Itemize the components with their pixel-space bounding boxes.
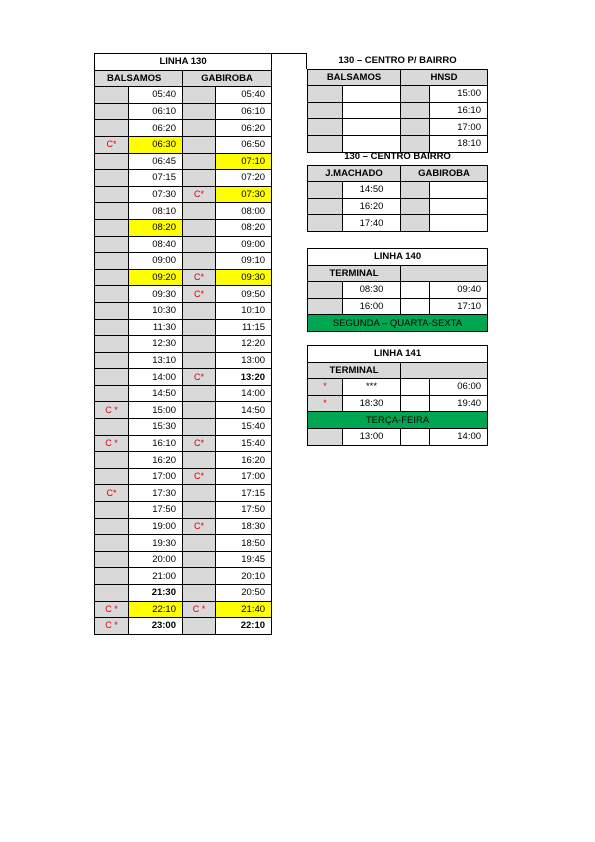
schedule-row — [95, 419, 272, 436]
schedule-row — [95, 120, 272, 137]
schedule-row — [95, 186, 272, 203]
balsamos-mark — [95, 568, 129, 585]
gabiroba-mark: C* — [183, 435, 216, 452]
balsamos-time: 13:10 — [129, 352, 183, 369]
balsamos-time: 22:10 — [129, 601, 183, 618]
balsamos-time: 12:30 — [129, 336, 183, 353]
schedule-row — [95, 302, 272, 319]
balsamos-mark — [95, 336, 129, 353]
balsamos-mark: C * — [95, 402, 129, 419]
gabiroba-mark — [183, 87, 216, 104]
balsamos-mark — [95, 236, 129, 253]
gabiroba-time: 10:10 — [216, 302, 272, 319]
gabiroba-time: 09:00 — [216, 236, 272, 253]
return-time: 17:10 — [430, 298, 488, 315]
col-balsamos-2: BALSAMOS — [308, 69, 401, 86]
gabiroba-mark — [183, 618, 216, 635]
gray-cell — [308, 428, 343, 445]
gabiroba-time: 05:40 — [216, 87, 272, 104]
gabiroba-mark — [183, 302, 216, 319]
col-terminal-2: TERMINAL — [308, 362, 401, 379]
gabiroba-time: 09:50 — [216, 286, 272, 303]
balsamos-mark — [95, 319, 129, 336]
balsamos-mark — [95, 551, 129, 568]
empty-cell — [430, 198, 488, 215]
balsamos-time: 14:00 — [129, 369, 183, 386]
gabiroba-mark — [183, 336, 216, 353]
jmachado-time: 16:20 — [343, 198, 401, 215]
empty-cell — [401, 395, 430, 412]
days-band: TERÇA-FEIRA — [308, 412, 488, 429]
gray-cell — [401, 119, 430, 136]
col-jmachado: J.MACHADO — [308, 165, 401, 182]
balsamos-mark — [95, 253, 129, 270]
gray-cell — [401, 86, 430, 103]
balsamos-time: 08:10 — [129, 203, 183, 220]
gray-cell — [308, 102, 343, 119]
empty-cell — [343, 119, 401, 136]
empty-cell — [343, 102, 401, 119]
schedule-row — [95, 369, 272, 386]
gabiroba-time: 08:00 — [216, 203, 272, 220]
hnsd-time: 16:10 — [430, 102, 488, 119]
hnsd-time: 17:00 — [430, 119, 488, 136]
schedule-row — [95, 319, 272, 336]
gabiroba-time: 22:10 — [216, 618, 272, 635]
schedule-row — [95, 568, 272, 585]
balsamos-time: 19:00 — [129, 518, 183, 535]
balsamos-mark — [95, 385, 129, 402]
empty-cell — [401, 282, 430, 299]
gabiroba-mark — [183, 551, 216, 568]
terminal-time: 16:00 — [343, 298, 401, 315]
balsamos-mark — [95, 452, 129, 469]
balsamos-mark — [95, 153, 129, 170]
gabiroba-time: 15:40 — [216, 435, 272, 452]
gabiroba-time: 17:50 — [216, 502, 272, 519]
balsamos-time: 14:50 — [129, 385, 183, 402]
centro-p-bairro-table — [307, 53, 488, 153]
gabiroba-mark — [183, 219, 216, 236]
balsamos-time: 19:30 — [129, 535, 183, 552]
balsamos-mark: C * — [95, 618, 129, 635]
gabiroba-mark — [183, 203, 216, 220]
gray-cell — [308, 182, 343, 199]
balsamos-mark — [95, 535, 129, 552]
gray-cell — [308, 198, 343, 215]
gabiroba-time: 07:10 — [216, 153, 272, 170]
col-gabiroba: GABIROBA — [183, 70, 272, 87]
schedule-row — [95, 551, 272, 568]
schedule-row — [95, 236, 272, 253]
gabiroba-mark — [183, 352, 216, 369]
balsamos-time: 16:20 — [129, 452, 183, 469]
balsamos-mark — [95, 502, 129, 519]
balsamos-mark — [95, 286, 129, 303]
schedule-row — [95, 170, 272, 187]
terminal-time: 18:30 — [343, 395, 401, 412]
gabiroba-mark — [183, 402, 216, 419]
gabiroba-time: 07:30 — [216, 186, 272, 203]
balsamos-time: 20:00 — [129, 551, 183, 568]
col-balsamos: BALSAMOS — [95, 70, 183, 87]
gabiroba-time: 06:20 — [216, 120, 272, 137]
hnsd-time: 18:10 — [430, 135, 488, 152]
schedule-row — [95, 286, 272, 303]
centro-bairro-row — [308, 198, 488, 215]
schedule-row — [95, 136, 272, 153]
balsamos-time: 21:00 — [129, 568, 183, 585]
linha-141-band-row — [308, 412, 488, 429]
balsamos-time: 23:00 — [129, 618, 183, 635]
schedule-row — [95, 219, 272, 236]
schedule-row — [95, 269, 272, 286]
gabiroba-time: 21:40 — [216, 601, 272, 618]
balsamos-time: 16:10 — [129, 435, 183, 452]
balsamos-time: 11:30 — [129, 319, 183, 336]
linha-130-title: LINHA 130 — [95, 54, 272, 71]
balsamos-mark: C* — [95, 136, 129, 153]
schedule-row — [95, 618, 272, 635]
gabiroba-mark: C* — [183, 468, 216, 485]
schedule-row — [95, 203, 272, 220]
gabiroba-mark — [183, 153, 216, 170]
schedule-row — [95, 153, 272, 170]
days-band: SEGUNDA – QUARTA-SEXTA — [308, 315, 488, 332]
gabiroba-time: 18:50 — [216, 535, 272, 552]
schedule-row — [95, 336, 272, 353]
balsamos-time: 17:00 — [129, 468, 183, 485]
gray-cell — [308, 298, 343, 315]
gabiroba-time: 17:15 — [216, 485, 272, 502]
col-terminal: TERMINAL — [308, 265, 401, 282]
linha-140-title: LINHA 140 — [308, 249, 488, 266]
gabiroba-time: 09:10 — [216, 253, 272, 270]
gabiroba-time: 06:10 — [216, 103, 272, 120]
balsamos-mark — [95, 369, 129, 386]
gray-cell — [308, 282, 343, 299]
centro-p-bairro-title: 130 – CENTRO P/ BAIRRO — [338, 55, 457, 67]
gray-cell — [401, 198, 430, 215]
gabiroba-mark: C* — [183, 286, 216, 303]
linha-141-title: LINHA 141 — [308, 346, 488, 363]
gabiroba-time: 11:15 — [216, 319, 272, 336]
linha-140-table — [307, 248, 488, 332]
linha-141-table — [307, 345, 488, 446]
return-time: 06:00 — [430, 379, 488, 396]
schedule-row — [95, 468, 272, 485]
gray-cell — [401, 102, 430, 119]
col-hnsd: HNSD — [401, 69, 488, 86]
gabiroba-mark: C* — [183, 269, 216, 286]
terminal-time: 08:30 — [343, 282, 401, 299]
schedule-row — [95, 402, 272, 419]
balsamos-mark — [95, 352, 129, 369]
hnsd-time: 15:00 — [430, 86, 488, 103]
gabiroba-time: 09:30 — [216, 269, 272, 286]
gray-cell — [401, 182, 430, 199]
schedule-row — [95, 601, 272, 618]
empty-cell — [430, 182, 488, 199]
balsamos-mark — [95, 219, 129, 236]
empty-cell — [401, 298, 430, 315]
return-time: 09:40 — [430, 282, 488, 299]
balsamos-time: 06:30 — [129, 136, 183, 153]
empty-cell — [343, 86, 401, 103]
balsamos-mark — [95, 120, 129, 137]
balsamos-mark — [95, 87, 129, 104]
gabiroba-time: 20:10 — [216, 568, 272, 585]
gabiroba-mark — [183, 103, 216, 120]
gabiroba-time: 18:30 — [216, 518, 272, 535]
schedule-row — [95, 502, 272, 519]
linha-141-last-row — [308, 428, 488, 445]
centro-bairro-row — [308, 215, 488, 232]
gabiroba-time: 13:00 — [216, 352, 272, 369]
balsamos-mark — [95, 419, 129, 436]
asterisk-mark: * — [308, 395, 343, 412]
balsamos-mark — [95, 468, 129, 485]
gabiroba-mark — [183, 170, 216, 187]
balsamos-mark — [95, 186, 129, 203]
schedule-row — [95, 352, 272, 369]
balsamos-time: 09:30 — [129, 286, 183, 303]
terminal-time: 13:00 — [343, 428, 401, 445]
centro-p-bairro-row — [308, 86, 488, 103]
balsamos-mark — [95, 585, 129, 602]
jmachado-time: 14:50 — [343, 182, 401, 199]
balsamos-time: 15:30 — [129, 419, 183, 436]
empty-cell — [430, 215, 488, 232]
gabiroba-time: 12:20 — [216, 336, 272, 353]
balsamos-time: 09:00 — [129, 253, 183, 270]
gabiroba-mark — [183, 485, 216, 502]
centro-p-bairro-row — [308, 119, 488, 136]
balsamos-time: 06:20 — [129, 120, 183, 137]
gabiroba-time: 14:50 — [216, 402, 272, 419]
gabiroba-mark — [183, 568, 216, 585]
balsamos-time: 05:40 — [129, 87, 183, 104]
gabiroba-mark — [183, 452, 216, 469]
centro-bairro-title: 130 – CENTRO BAIRRO — [344, 151, 451, 163]
balsamos-mark: C* — [95, 485, 129, 502]
gabiroba-time: 19:45 — [216, 551, 272, 568]
gabiroba-mark: C* — [183, 369, 216, 386]
gray-cell — [308, 119, 343, 136]
gray-cell — [401, 215, 430, 232]
gabiroba-mark — [183, 319, 216, 336]
balsamos-mark — [95, 170, 129, 187]
balsamos-time: 08:40 — [129, 236, 183, 253]
balsamos-mark: C * — [95, 435, 129, 452]
schedule-row — [95, 103, 272, 120]
gray-cell — [308, 215, 343, 232]
linha-140-row — [308, 282, 488, 299]
balsamos-mark: C * — [95, 601, 129, 618]
gabiroba-time: 08:20 — [216, 219, 272, 236]
balsamos-time: 06:10 — [129, 103, 183, 120]
balsamos-time: 21:30 — [129, 585, 183, 602]
gabiroba-time: 13:20 — [216, 369, 272, 386]
gabiroba-mark — [183, 385, 216, 402]
gabiroba-time: 17:00 — [216, 468, 272, 485]
balsamos-time: 10:30 — [129, 302, 183, 319]
balsamos-time: 08:20 — [129, 219, 183, 236]
balsamos-mark — [95, 203, 129, 220]
jmachado-time: 17:40 — [343, 215, 401, 232]
balsamos-mark — [95, 103, 129, 120]
balsamos-time: 07:30 — [129, 186, 183, 203]
return-time: 14:00 — [430, 428, 488, 445]
schedule-row — [95, 253, 272, 270]
gabiroba-mark — [183, 502, 216, 519]
gabiroba-mark: C* — [183, 186, 216, 203]
balsamos-time: 06:45 — [129, 153, 183, 170]
gabiroba-mark — [183, 419, 216, 436]
gabiroba-mark — [183, 236, 216, 253]
balsamos-time: 17:30 — [129, 485, 183, 502]
linha-141-row — [308, 379, 488, 396]
gabiroba-time: 20:50 — [216, 585, 272, 602]
schedule-row — [95, 485, 272, 502]
schedule-row — [95, 452, 272, 469]
gabiroba-mark — [183, 253, 216, 270]
schedule-row — [95, 585, 272, 602]
linha-130-table — [94, 53, 272, 635]
gabiroba-mark: C* — [183, 518, 216, 535]
gabiroba-mark — [183, 120, 216, 137]
gabiroba-mark — [183, 136, 216, 153]
empty-cell — [401, 428, 430, 445]
gabiroba-mark: C * — [183, 601, 216, 618]
balsamos-time: 17:50 — [129, 502, 183, 519]
gabiroba-time: 06:50 — [216, 136, 272, 153]
return-time: 19:40 — [430, 395, 488, 412]
linha-140-footer-row — [308, 315, 488, 332]
gabiroba-time: 14:00 — [216, 385, 272, 402]
balsamos-mark — [95, 518, 129, 535]
gabiroba-time: 15:40 — [216, 419, 272, 436]
header-rule — [270, 53, 306, 54]
asterisk-mark: * — [308, 379, 343, 396]
gabiroba-mark — [183, 535, 216, 552]
centro-bairro-table — [307, 149, 488, 232]
balsamos-mark — [95, 269, 129, 286]
balsamos-time: 07:15 — [129, 170, 183, 187]
centro-p-bairro-row — [308, 102, 488, 119]
gabiroba-time: 16:20 — [216, 452, 272, 469]
gray-cell — [308, 86, 343, 103]
empty-cell — [401, 379, 430, 396]
balsamos-time: 09:20 — [129, 269, 183, 286]
linha-140-row — [308, 298, 488, 315]
col-gabiroba-2: GABIROBA — [401, 165, 488, 182]
terminal-time: *** — [343, 379, 401, 396]
centro-bairro-row — [308, 182, 488, 199]
balsamos-time: 15:00 — [129, 402, 183, 419]
schedule-row — [95, 385, 272, 402]
schedule-row — [95, 435, 272, 452]
gabiroba-time: 07:20 — [216, 170, 272, 187]
balsamos-mark — [95, 302, 129, 319]
schedule-row — [95, 535, 272, 552]
schedule-row — [95, 518, 272, 535]
schedule-row — [95, 87, 272, 104]
linha-141-row — [308, 395, 488, 412]
gabiroba-mark — [183, 585, 216, 602]
